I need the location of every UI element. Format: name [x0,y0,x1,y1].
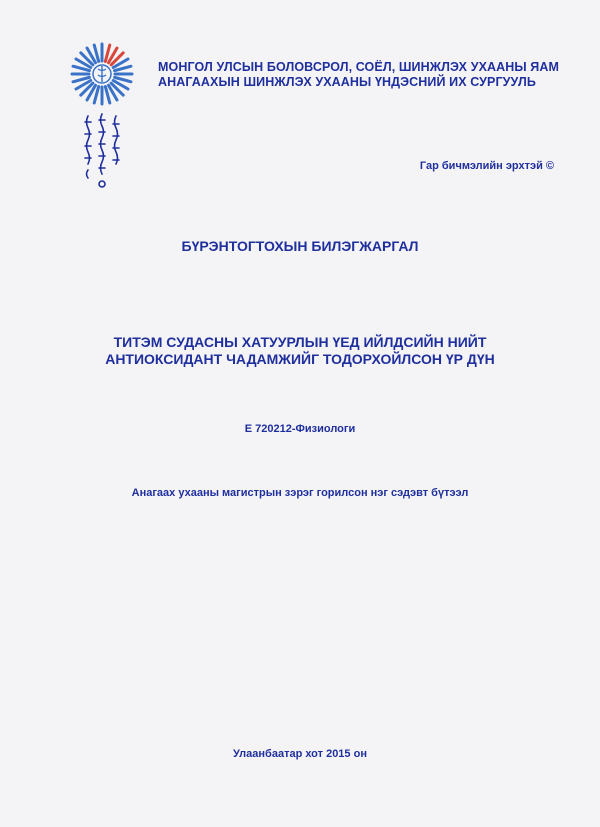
thesis-title-line-1: ТИТЭМ СУДАСНЫ ХАТУУРЛЫН ҮЕД ИЙЛДСИЙН НИЙТ [113,334,487,350]
specialty-code: E 720212-Физиологи [244,423,356,435]
university-emblem-icon [62,34,142,194]
thesis-title [0,334,600,368]
author-name: БҮРЭНТОГТОХЫН БИЛЭГЖАРГАЛ [181,238,419,254]
thesis-title-line-2: АНТИОКСИДАНТ ЧАДАМЖИЙГ ТОДОРХОЙЛСОН ҮР ДҮН [105,351,495,367]
university-line: АНАГААХЫН ШИНЖЛЭХ УХААНЫ ҮНДЭСНИЙ ИХ СУРГУУЛЬ [158,75,536,89]
place-and-year: Улаанбаатар хот 2015 он [233,748,367,760]
degree-statement: Анагаах ухааны магистрын зэрэг горилсон нэг сэдэвт бүтээл [131,487,469,499]
ministry-line-1: МОНГОЛ УЛСЫН БОЛОВСРОЛ, СОЁЛ, ШИНЖЛЭХ УХААНЫ ЯАМ [158,60,560,74]
copyright-notice: Гар бичмэлийн эрхтэй © [419,160,554,172]
ministry-header [158,60,578,90]
